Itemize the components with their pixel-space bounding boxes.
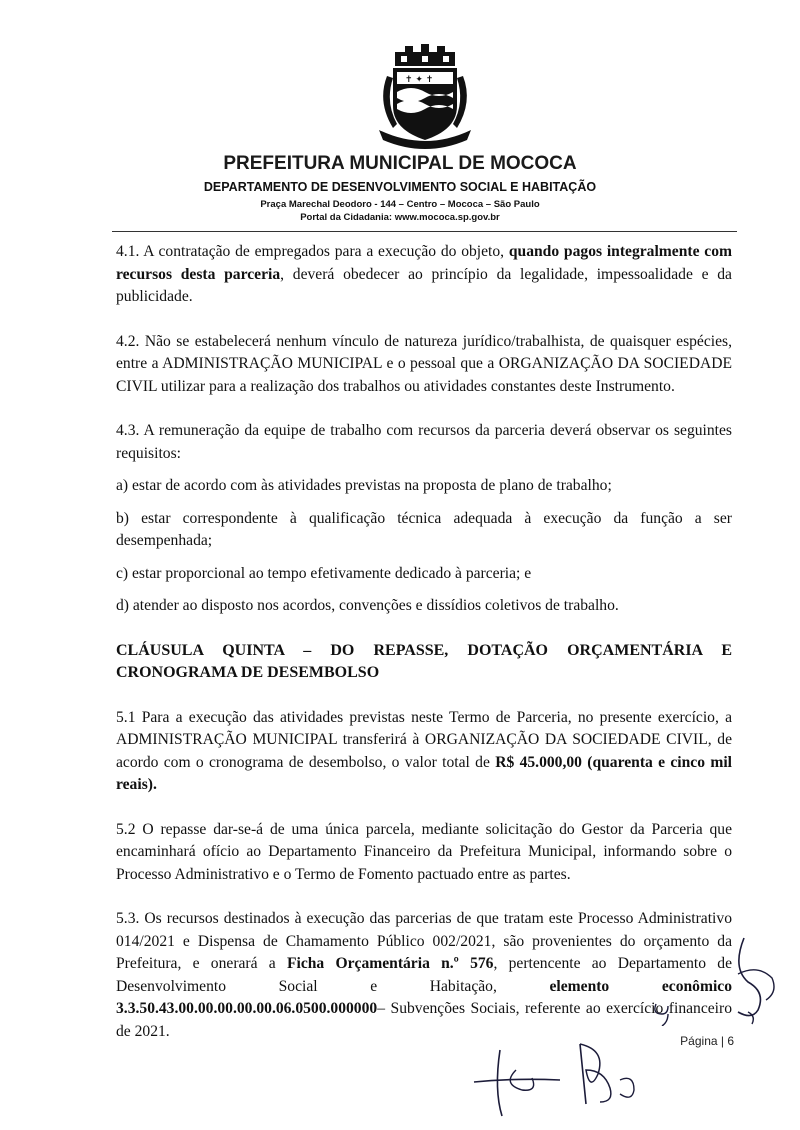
list-item: c) estar proporcional ao tempo efetivamente dedicado à parceria; e [116, 564, 532, 582]
emphasis-text: Ficha Orçamentária n.º 576 [286, 955, 494, 972]
margin-initials-signature [730, 930, 780, 1030]
list-item: d) atender ao disposto nos acordos, convenções e dissídios coletivos de trabalho. [116, 597, 619, 614]
paragraph-5-1 [116, 707, 732, 797]
list-item: b) estar correspondente à qualificação técnica adequada à execução da função a ser desempenhada; [116, 509, 732, 549]
header-divider [112, 231, 737, 232]
paragraph-text: 4.1. A contratação de empregados para a execução do objeto, [116, 243, 509, 260]
paragraph-text: – Subvenções Sociais, referente ao exercício financeiro de 2021. [116, 1000, 732, 1040]
header-department: DEPARTAMENTO DE DESENVOLVIMENTO SOCIAL E HABITAÇÃO [203, 180, 597, 194]
paragraph-4-2: 4.2. Não se estabelecerá nenhum vínculo de natureza jurídico/trabalhista, de quaisquer espécies, entre a ADMINISTRAÇÃO MUNICIPAL e o pessoal que a ORGANIZAÇÃO DA SOCIEDADE CIVIL utilizar para a realização dos trabalhos ou atividades constantes deste Instrumento. [116, 332, 732, 395]
svg-text:✝ ✦ ✝: ✝ ✦ ✝ [405, 75, 434, 85]
header-address: Praça Marechal Deodoro - 144 – Centro – Mococa – São Paulo [260, 199, 540, 210]
list-item: a) estar de acordo com às atividades previstas na proposta de plano de trabalho; [116, 477, 612, 494]
clause-heading: CLÁUSULA QUINTA – DO REPASSE, DOTAÇÃO ORÇAMENTÁRIA E CRONOGRAMA DE DESEMBOLSO [116, 641, 732, 681]
municipal-coat-of-arms [365, 42, 485, 154]
header-title: PREFEITURA MUNICIPAL DE MOCOCA [223, 153, 577, 174]
paragraph-text: 5.3. Os recursos destinados à execução das parcerias de que tratam este Processo Administrativo 014/2021 e Dispensa de Chamamento Público 002/2021, são provenientes do orçamento da Prefeitura, e onerará a [116, 910, 732, 972]
paragraph-text: , pertencente ao Departamento de Desenvolvimento Social e Habitação, [116, 955, 733, 995]
paragraph-text: , deverá obedecer ao princípio da legalidade, impessoalidade e da publicidade. [116, 265, 732, 305]
paragraph-text: 5.1 Para a execução das atividades previstas neste Termo de Parceria, no presente exercício, a ADMINISTRAÇÃO MUNICIPAL transferirá à ORGANIZAÇÃO DA SOCIEDADE CIVIL, de acordo com o cronograma de desembolso, o valor total de [116, 708, 732, 771]
emphasis-text: elemento econômico 3.3.50.43.00.00.00.00.00.06.0500.000000 [116, 977, 732, 1017]
emphasis-text: R$ 45.000,00 (quarenta e cinco mil reais). [116, 753, 732, 793]
document-body [116, 241, 732, 1043]
handwritten-signatures [470, 1030, 650, 1125]
paragraph-5-3 [116, 908, 732, 1043]
handwritten-page-mark [650, 1000, 674, 1026]
page-number: Página | 6 [680, 1034, 734, 1048]
paragraph-4-3: 4.3. A remuneração da equipe de trabalho com recursos da parceria deverá observar os seguintes requisitos: [116, 422, 732, 462]
paragraph-4-1 [116, 241, 732, 309]
paragraph-5-2: 5.2 O repasse dar-se-á de uma única parcela, mediante solicitação do Gestor da Parceria que encaminhará ofício ao Departamento Financeiro da Prefeitura Municipal, informando sobre o Processo Administrativo e o Termo de Fomento pactuado entre as partes. [116, 820, 732, 883]
header-portal: Portal da Cidadania: www.mococa.sp.gov.br [300, 212, 500, 223]
emphasis-text: quando pagos integralmente com recursos desta parceria [116, 243, 732, 283]
